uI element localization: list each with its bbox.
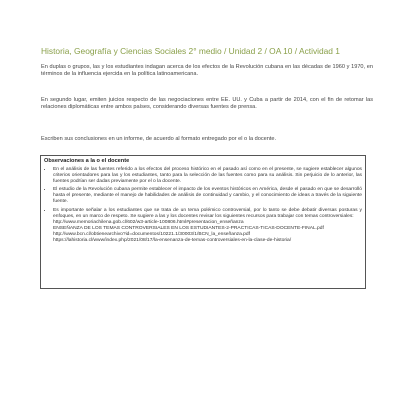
teacher-observations-box <box>40 155 366 289</box>
resource-link[interactable]: ENSEÑANZA DE LOS TEMAS CONTROVERSIALES EN LOS ESTUDIANTES-2-PRACTICAS-TICAS-DOCENTE-FINAL.pdf <box>53 225 324 231</box>
observations-list <box>44 166 362 244</box>
resource-link[interactable]: https://lahistoria.cl/www/index.php/2021/08/17/la-ensenanza-de-temas-controversiales-en-la-clase-de-historia/ <box>53 238 292 244</box>
resource-link[interactable]: http://www.memoriachilena.gob.cl/602/w3-article-100806.html#presentacion_enseñanza <box>53 219 244 225</box>
page-title: Historia, Geografía y Ciencias Sociales 2° medio / Unidad 2 / OA 10 / Actividad 1 <box>41 46 340 56</box>
observation-item: • En el análisis de las fuentes referido a los efectos del proceso histórico en el pasado así como en el presente, se sugiere establecer algunos criterios orientadores para las y los estudiantes, tanto para la selección de las fuentes como para su análisis. Sin perjuicio de lo anterior, las fuentes podrían ser dadas previamente por el o la docente. <box>53 166 362 185</box>
observation-item <box>53 207 362 245</box>
resource-links <box>53 220 362 244</box>
observation-item: • El estudio de la Revolución cubana permite establecer el impacto de los eventos históricos en América, desde el pasado en que se desarrolló hasta el presente, mediante el manejo de habilidades de análisis de continuidad y cambio, y el conocimiento de ideas a través de la siguiente fuente. <box>53 186 362 205</box>
paragraph-2: En segundo lugar, emiten juicios respecto de las negociaciones entre EE. UU. y Cuba a partir de 2014, con el fin de retomar las relaciones diplomáticas entre ambos países, considerando diversas fuentes de prensa. <box>41 97 373 111</box>
resource-link[interactable]: http://www.bcn.cl/obtienearchivo?id=documentos/10221.1/30003/1/BCN_la_enseñanza.pdf <box>53 231 250 237</box>
observations-heading: Observaciones a la o el docente <box>44 158 130 164</box>
paragraph-3: Escriben sus conclusiones en un informe, de acuerdo al formato entregado por el o la docente. <box>41 136 277 142</box>
paragraph-1: En duplas o grupos, las y los estudiantes indagan acerca de los efectos de la Revolución cubana en las décadas de 1960 y 1970, en términos de la influencia ejercida en la política latinoamericana. <box>41 64 373 78</box>
observation-item-text: Es importante señalar a los estudiantes que se trata de un tema polémico controversial, por lo tanto se debe debatir diversas posturas y enfoques, en un marco de respeto. Se sugiere a las y los docentes revisar los siguientes recursos para trabajar con temas controversiales: <box>53 207 362 219</box>
